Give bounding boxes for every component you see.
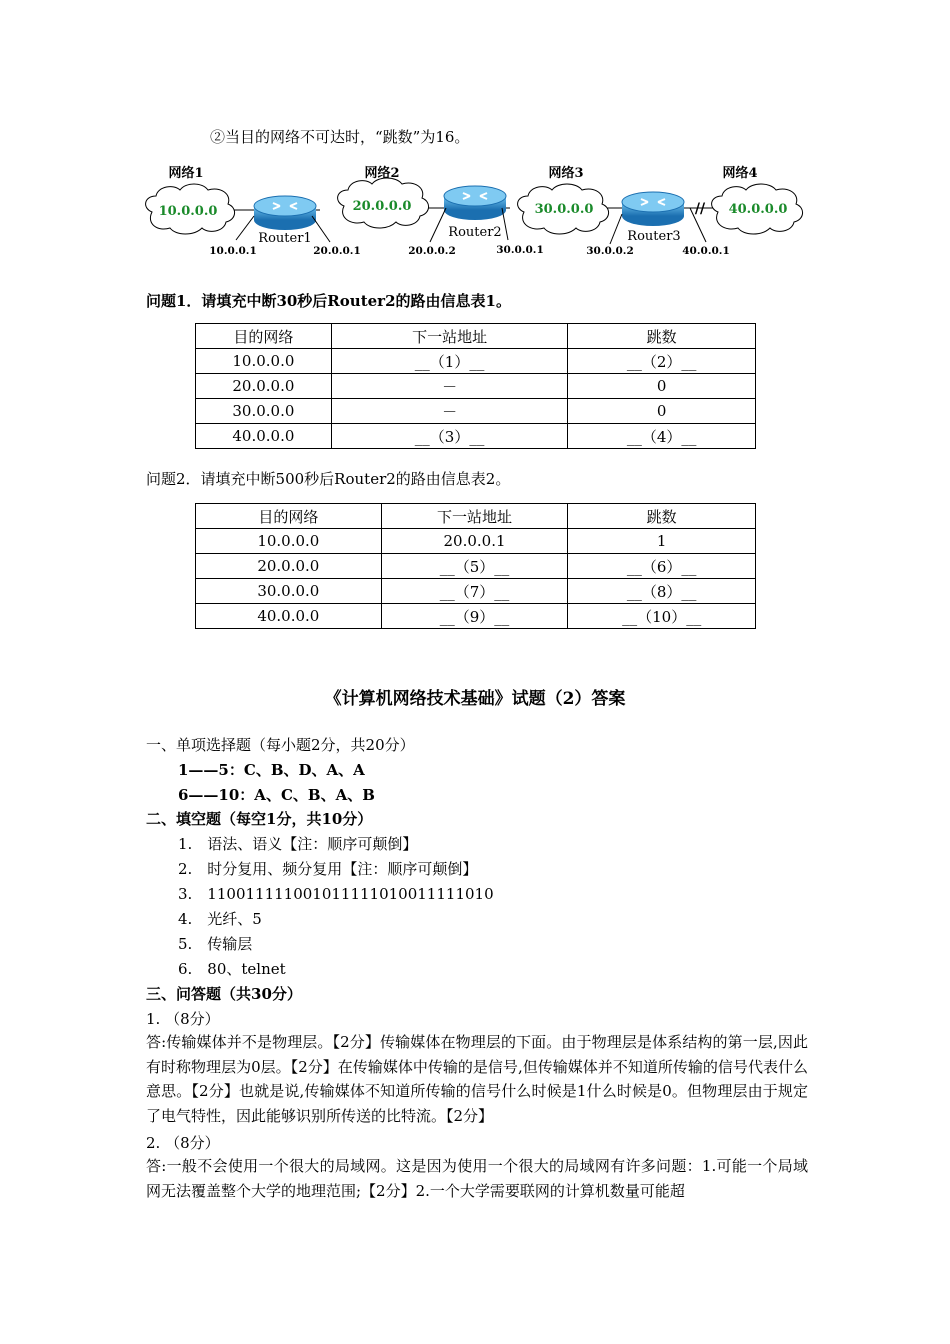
table-cell: 40.0.0.0 [196,604,382,629]
network-diagram [140,158,820,268]
intro-line: ②当目的网络不可达时，“跳数”为16。 [210,128,470,146]
table-row [196,349,756,374]
choice-answers: 1——5：C、B、D、A、A [178,761,365,779]
table-header-row [196,504,756,529]
network-title: 网络3 [548,166,584,181]
table-row [196,529,756,554]
table-cell: 40.0.0.0 [196,424,332,449]
table-cell: 30.0.0.0 [196,579,382,604]
fill-answer: 4. 光纤、5 [178,910,262,928]
table-header: 下一站地址 [381,504,568,529]
router-icon-1 [254,196,316,230]
table-cell: __（6）__ [568,554,756,579]
table-row [196,579,756,604]
router-icon-2 [444,186,506,220]
network-address: 40.0.0.0 [728,202,788,217]
answer-title: 《计算机网络技术基础》试题（2）答案 [324,689,626,709]
essay-answer-1: 答:传输媒体并不是物理层。【2分】传输媒体在物理层的下面。由于物理层是体系结构的第一层,因此有时称物理层为0层。【2分】在传输媒体中传输的是信号,但传输媒体并不知道所传输的信号代表什么意思。【2分】也就是说,传输媒体不知道所传输的信号什么时候是1什么时候是0。但物理层由于规定了电气特性，因此能够识别所传送的比特流。【2分】 [146,1033,808,1125]
table-header: 目的网络 [196,504,382,529]
table-cell: __（9）__ [381,604,568,629]
fill-answer: 5. 传输层 [178,935,253,953]
table-row [196,604,756,629]
table-cell: 1 [568,529,756,554]
table-cell: __（3）__ [331,424,568,449]
table-cell: － [331,399,568,424]
question-1-title: 问题1．请填充中断30秒后Router2的路由信息表1。 [146,292,511,310]
table-cell: __（7）__ [381,579,568,604]
section-2-heading: 二、填空题（每空1分，共10分） [146,810,373,828]
table-cell: 20.0.0.1 [381,529,568,554]
table-row [196,399,756,424]
interface-address: 30.0.0.1 [496,244,544,256]
interface-address: 10.0.0.1 [209,245,257,257]
table-cell: __（4）__ [568,424,756,449]
router-label: Router3 [627,229,681,244]
essay-answer-2: 答:一般不会使用一个很大的局域网。这是因为使用一个很大的局域网有许多问题：1.可能一个局域网无法覆盖整个大学的地理范围;【2分】2.一个大学需要联网的计算机数量可能超 [146,1157,808,1200]
table-header: 跳数 [568,324,756,349]
table-cell: 0 [568,374,756,399]
network-address: 30.0.0.0 [534,202,594,217]
link-break-mark: // [694,201,706,217]
table-cell: __（2）__ [568,349,756,374]
fill-answer: 1. 语法、语义【注：顺序可颠倒】 [178,835,418,853]
table-cell: － [331,374,568,399]
table-header: 目的网络 [196,324,332,349]
routing-table-2 [195,503,756,629]
choice-answers: 6——10：A、C、B、A、B [178,786,375,804]
table-header: 下一站地址 [331,324,568,349]
table-header-row [196,324,756,349]
table-row [196,424,756,449]
table-header: 跳数 [568,504,756,529]
table-cell: __（8）__ [568,579,756,604]
router-icon-3 [622,192,684,226]
network-title: 网络2 [364,166,400,181]
section-1-heading: 一、单项选择题（每小题2分，共20分） [146,736,415,754]
question-2-title: 问题2．请填充中断500秒后Router2的路由信息表2。 [146,470,511,488]
interface-address: 20.0.0.1 [313,245,361,257]
table-cell: 10.0.0.0 [196,349,332,374]
router-label: Router1 [258,231,312,246]
fill-answer: 6. 80、telnet [178,960,286,978]
table-cell: __（5）__ [381,554,568,579]
table-cell: 30.0.0.0 [196,399,332,424]
network-title: 网络1 [168,166,204,181]
table-row [196,374,756,399]
network-address: 20.0.0.0 [352,199,412,214]
network-address: 10.0.0.0 [158,204,218,219]
table-row [196,554,756,579]
table-cell: 0 [568,399,756,424]
table-cell: __（10）__ [568,604,756,629]
routing-table-1 [195,323,756,449]
interface-address: 30.0.0.2 [586,245,634,257]
interface-address: 40.0.0.1 [682,245,730,257]
table-cell: 10.0.0.0 [196,529,382,554]
interface-address: 20.0.0.2 [408,245,456,257]
table-cell: __（1）__ [331,349,568,374]
essay-question-2-label: 2. （8分） [146,1134,220,1152]
router-label: Router2 [448,225,502,240]
fill-answer: 2. 时分复用、频分复用【注：顺序可颠倒】 [178,860,478,878]
fill-answer: 3. 110011111001011111010011111010 [178,885,494,903]
section-3-heading: 三、问答题（共30分） [146,985,302,1003]
table-cell: 20.0.0.0 [196,554,382,579]
network-title: 网络4 [722,166,758,181]
essay-question-1-label: 1. （8分） [146,1010,220,1028]
table-cell: 20.0.0.0 [196,374,332,399]
